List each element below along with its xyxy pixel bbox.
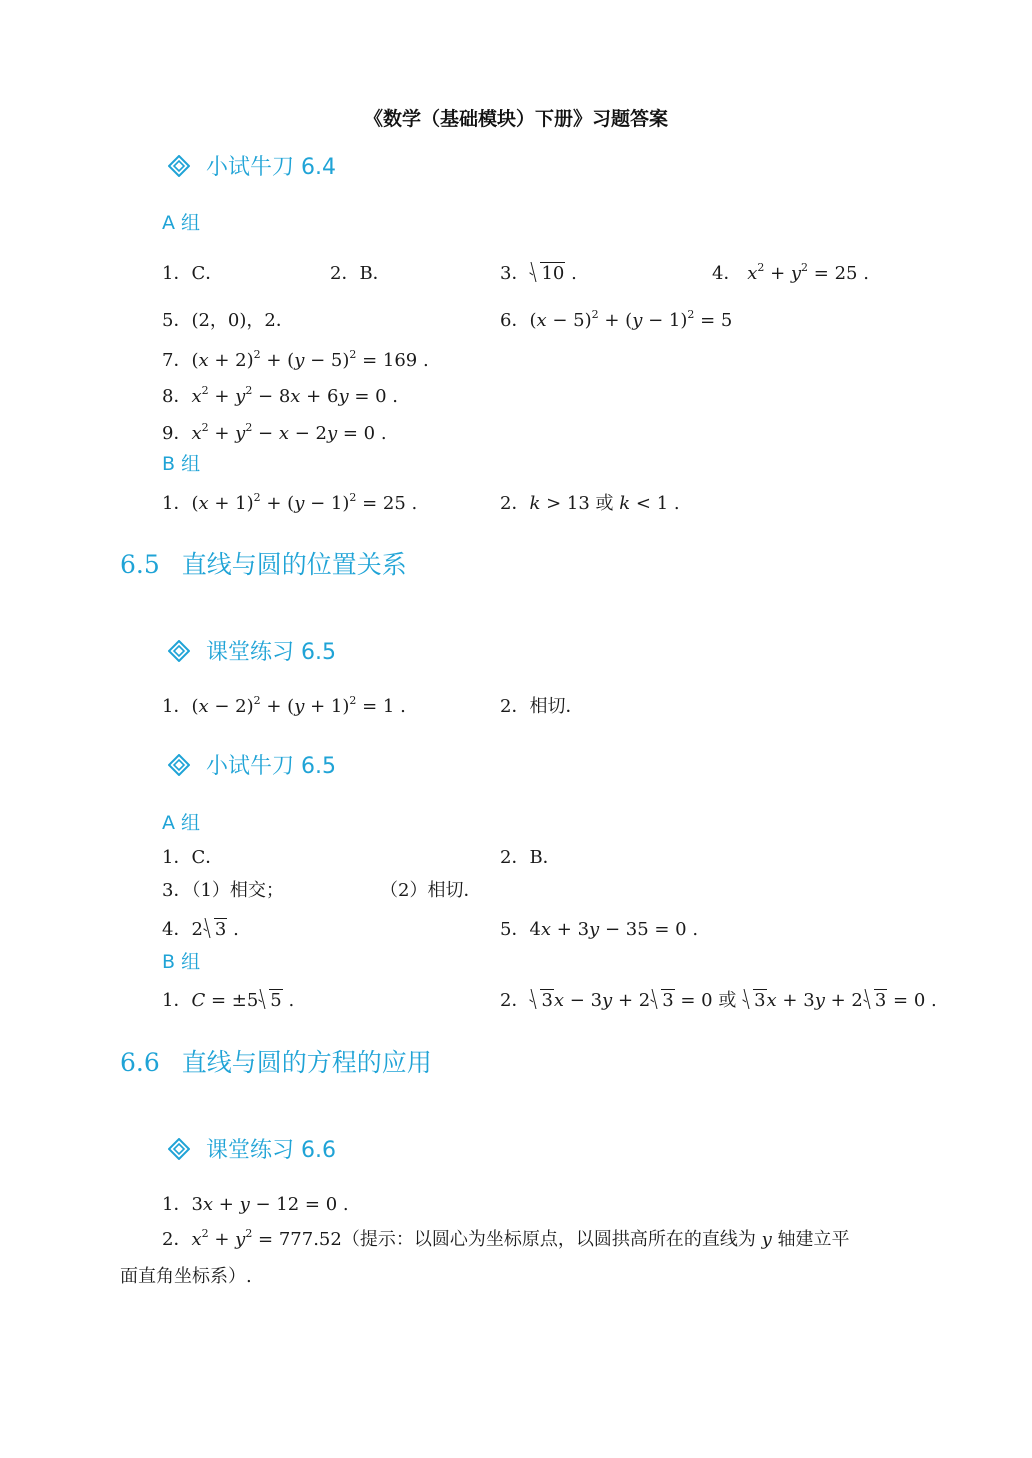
answer-a4-number: 4． bbox=[162, 919, 192, 940]
answer-b1-number: 1． bbox=[162, 493, 192, 514]
sqrt-symbol: 5 bbox=[258, 990, 282, 1011]
diamond-icon bbox=[168, 1138, 190, 1160]
group-a-label: A 组 bbox=[162, 212, 201, 234]
practice-answer-2: 2．$x^2 + y^2 = 777.52$（提示：以圆心为坐标原点，以圆拱高所在的直线为 y 轴建立平 bbox=[162, 1227, 850, 1250]
group-a-label: A 组 bbox=[162, 812, 201, 834]
answer-a6: 6．$(x - 5)^2 + (y - 1)^2 = 5$ bbox=[500, 308, 733, 331]
answer-a3-part2: （2）相切． bbox=[380, 880, 482, 901]
answer-a2: 2．B． bbox=[500, 847, 561, 868]
answer-a7: 7．$(x + 2)^2 + (y - 5)^2 = 169$ . bbox=[162, 348, 429, 371]
practice-answer-2-continued: 面直角坐标系）. bbox=[120, 1266, 252, 1287]
answer-a4-number: 4． bbox=[712, 263, 742, 284]
sqrt-symbol: 3 bbox=[742, 990, 766, 1011]
trial-6-4-label: 小试牛刀 6.4 bbox=[206, 155, 336, 180]
answer-a6-number: 6． bbox=[500, 310, 530, 331]
answer-b1-number: 1． bbox=[162, 990, 192, 1011]
answer-a2: 2．B． bbox=[330, 263, 391, 284]
practice-6-6-heading bbox=[168, 1133, 336, 1164]
practice-answer-1: 1．$(x - 2)^2 + (y + 1)^2 = 1$ . bbox=[162, 694, 406, 717]
practice-6-5-heading bbox=[168, 635, 336, 666]
diamond-icon bbox=[168, 640, 190, 662]
diamond-icon bbox=[168, 155, 190, 177]
answer-a3-radicand: 10 bbox=[541, 263, 565, 284]
trial-6-4-heading bbox=[168, 150, 336, 181]
group-b-label: B 组 bbox=[162, 453, 201, 475]
section-title: 直线与圆的方程的应用 bbox=[181, 1048, 432, 1077]
answer-a7-number: 7． bbox=[162, 350, 192, 371]
section-number: 6.5 bbox=[120, 550, 160, 579]
or-word: 或 bbox=[718, 990, 737, 1011]
answer-a1: 1．C． bbox=[162, 847, 224, 868]
answer-a4: 4． $x^2 + y^2 = 25$ . bbox=[712, 261, 869, 284]
answer-a5: 5．(2，0)，2． bbox=[162, 310, 294, 331]
practice-answer-1: 1．3x + y − 12 = 0 . bbox=[162, 1194, 349, 1215]
section-title: 直线与圆的位置关系 bbox=[181, 550, 407, 579]
answer-a3-number: 3． bbox=[500, 263, 530, 284]
section-number: 6.6 bbox=[120, 1048, 160, 1077]
answer-b1: 1．$(x + 1)^2 + (y - 1)^2 = 25$ . bbox=[162, 491, 418, 514]
hint-text: （提示：以圆心为坐标原点，以圆拱高所在的直线为 bbox=[341, 1229, 756, 1250]
answer-a5-number: 5． bbox=[500, 919, 530, 940]
answer-b2: 2．k > 13 或 k < 1 . bbox=[500, 493, 680, 514]
answer-b2: 2． 3x − 3y + 2 3 = 0 或 3x + 3y + 2 3 = 0 . bbox=[500, 990, 937, 1011]
sqrt-symbol: 3 bbox=[203, 919, 227, 940]
answer-b1: 1．C = ±5 5 . bbox=[162, 990, 295, 1011]
hint-text-continued: 轴建立平 bbox=[777, 1229, 850, 1250]
or-word: 或 bbox=[595, 493, 614, 514]
answer-a3-end: . bbox=[565, 263, 577, 284]
practice-answer-1-number: 1． bbox=[162, 1194, 192, 1215]
sqrt-symbol: 3 bbox=[650, 990, 674, 1011]
practice-6-6-label: 课堂练习 6.6 bbox=[206, 1138, 336, 1163]
answer-a9-number: 9． bbox=[162, 423, 192, 444]
answer-b2-number: 2． bbox=[500, 493, 530, 514]
answer-a5: 5．4x + 3y − 35 = 0 . bbox=[500, 919, 699, 940]
diamond-icon bbox=[168, 754, 190, 776]
answer-a9: 9．$x^2 + y^2 - x - 2y = 0$ . bbox=[162, 421, 387, 444]
practice-answer-2-number: 2． bbox=[162, 1229, 192, 1250]
answer-b2-number: 2． bbox=[500, 990, 530, 1011]
page-title: 《数学（基础模块）下册》习题答案 bbox=[363, 108, 668, 130]
sqrt-symbol bbox=[529, 263, 565, 284]
sqrt-symbol: 3 bbox=[529, 990, 553, 1011]
section-6-6-heading bbox=[120, 1043, 432, 1079]
trial-6-5-label: 小试牛刀 6.5 bbox=[206, 754, 336, 779]
practice-answer-1-number: 1． bbox=[162, 696, 192, 717]
answer-a8-number: 8． bbox=[162, 386, 192, 407]
group-b-label: B 组 bbox=[162, 951, 201, 973]
answer-a3-part1: 3．（1）相交； bbox=[162, 880, 284, 901]
answer-a8: 8．$x^2 + y^2 - 8x + 6y = 0$ . bbox=[162, 384, 399, 407]
answer-a1: 1．C． bbox=[162, 263, 224, 284]
sqrt-symbol: 3 bbox=[863, 990, 887, 1011]
practice-6-5-label: 课堂练习 6.5 bbox=[206, 640, 336, 665]
section-6-5-heading bbox=[120, 545, 407, 581]
answer-a4: 4．2 3 . bbox=[162, 919, 239, 940]
answer-a3 bbox=[500, 259, 577, 285]
trial-6-5-heading bbox=[168, 749, 336, 780]
practice-answer-2: 2．相切． bbox=[500, 696, 584, 717]
